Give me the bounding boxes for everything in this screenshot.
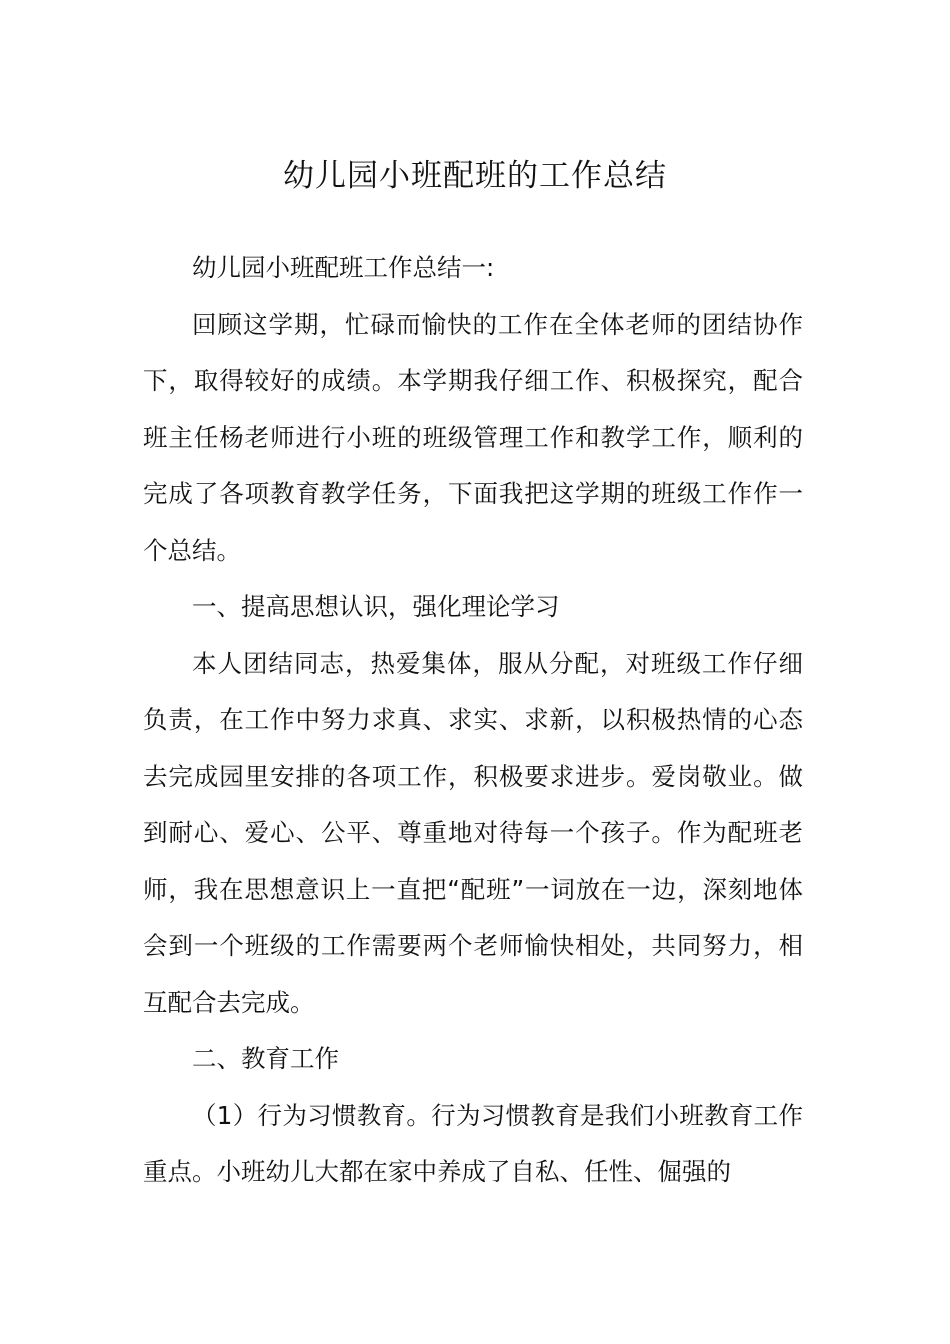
section-intro-heading: 幼儿园小班配班工作总结一: <box>192 253 495 282</box>
document-body <box>143 240 803 1201</box>
section-heading-1: 一、提高思想认识，强化理论学习 <box>192 592 560 621</box>
section-heading-2: 二、教育工作 <box>192 1044 339 1073</box>
document-title: 幼儿园小班配班的工作总结 <box>283 158 667 194</box>
paragraph-review: 回顾这学期，忙碌而愉快的工作在全体老师的团结协作下，取得较好的成绩。本学期我仔细工作、积极探究，配合班主任杨老师进行小班的班级管理工作和教学工作，顺利的完成了各项教育教学任务，下面我把这学期的班级工作作一个总结。 <box>143 309 803 565</box>
paragraph-habit-education: （1）行为习惯教育。行为习惯教育是我们小班教育工作重点。小班幼儿大都在家中养成了自私、任性、倔强的 <box>143 1100 803 1186</box>
paragraph-attitude: 本人团结同志，热爱集体，服从分配，对班级工作仔细负责，在工作中努力求真、求实、求新，以积极热情的心态去完成园里安排的各项工作，积极要求进步。爱岗敬业。做到耐心、爱心、公平、尊重地对待每一个孩子。作为配班老师，我在思想意识上一直把“配班”一词放在一边，深刻地体会到一个班级的工作需要两个老师愉快相处，共同努力，相互配合去完成。 <box>143 648 803 1017</box>
